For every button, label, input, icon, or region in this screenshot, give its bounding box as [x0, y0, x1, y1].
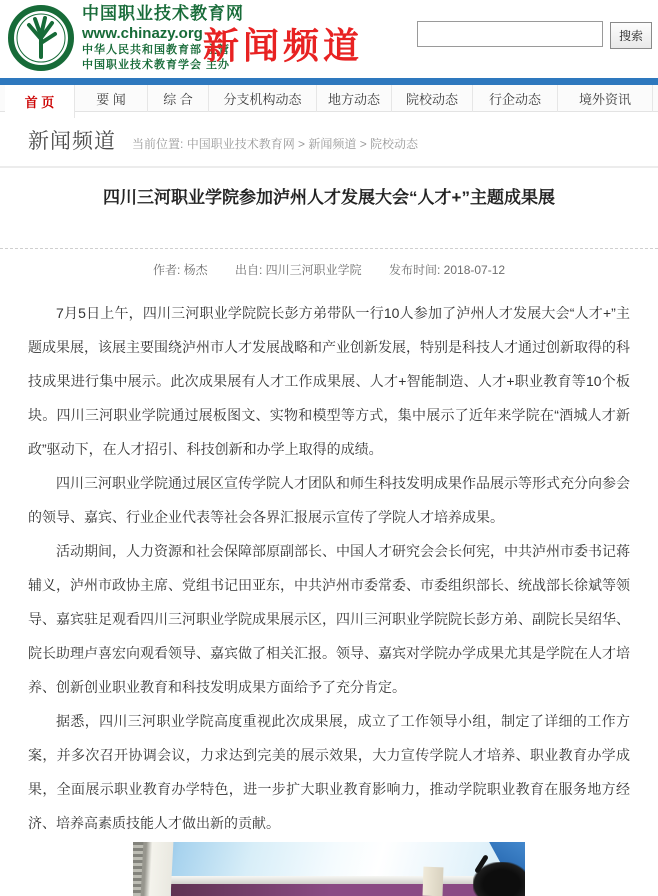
site-url: www.chinazy.org [82, 25, 203, 42]
article-title: 四川三河职业学院参加泸州人才发展大会“人才+”主题成果展 [103, 188, 555, 207]
search-button[interactable]: 搜索 [610, 22, 652, 49]
site-organizer-line: 中国职业技术教育学会 主办 [82, 59, 231, 71]
photo-white-pillar [141, 842, 174, 896]
tab-local-news[interactable]: 地方动态 [317, 85, 392, 112]
tab-top-news[interactable]: 要 闻 [75, 85, 148, 112]
article-meta [28, 261, 630, 278]
source-value: 四川三河职业学院 [265, 263, 362, 277]
site-logo-icon[interactable] [8, 5, 74, 71]
channel-banner-title: 新闻频道 [203, 25, 364, 66]
site-supervisor-line: 中华人民共和国教育部 主管 [82, 44, 231, 56]
dotted-divider [0, 248, 658, 249]
article-photo [133, 842, 525, 896]
source-label: 出自: [234, 263, 266, 277]
tab-branch-news[interactable]: 分支机构动态 [209, 85, 317, 112]
author-value: 杨杰 [183, 263, 208, 277]
meta-source [235, 263, 362, 277]
site-header [0, 0, 658, 78]
date-value: 2018-07-12 [443, 263, 506, 277]
author-label: 作者: [152, 263, 184, 277]
article-paragraph: 7月5日上午，四川三河职业学院院长彭方弟带队一行10人参加了泸州人才发展大会“人才+”主题成果展，该展主要围绕泸州市人才发展战略和产业创新发展，特别是科技人才通过创新取得的科技成果进行集中展示。此次成果展有人才工作成果展、人才+智能制造、人才+职业教育等10个板块。四川三河职业学院通过展板图文、实物和模型等方式，集中展示了近年来学院在“酒城人才新政”驱动下，在人才招引、科技创新和办学上取得的成绩。 [28, 305, 630, 457]
main-nav [0, 85, 658, 112]
tab-industry-news[interactable]: 行企动态 [473, 85, 558, 112]
tab-general[interactable]: 综 合 [148, 85, 209, 112]
breadcrumb-label: 当前位置: [132, 137, 184, 151]
article-body [28, 296, 630, 840]
date-label: 发布时间: [389, 263, 444, 277]
tab-home[interactable]: 首 页 [5, 85, 75, 118]
section-divider [0, 166, 658, 168]
nav-accent-bar [0, 78, 658, 85]
breadcrumb-row [0, 125, 658, 155]
meta-author [153, 263, 208, 277]
photo-post [423, 867, 444, 896]
tab-college-news[interactable]: 院校动态 [392, 85, 473, 112]
search-input[interactable] [417, 21, 603, 47]
article-paragraph: 活动期间，人力资源和社会保障部原副部长、中国人才研究会会长何宪，中共泸州市委书记蒋辅义，泸州市政协主席、党组书记田亚东，中共泸州市委常委、市委组织部长、统战部长徐斌等领导、嘉宾驻足观看四川三河职业学院成果展示区，四川三河职业学院院长彭方弟、副院长吴绍华、院长助理卢喜宏向观看领导、嘉宾做了相关汇报。领导、嘉宾对学院办学成果尤其是学院在人才培养、创新创业职业教育和科技发明成果方面给予了充分肯定。 [28, 543, 630, 695]
site-name: 中国职业技术教育网 [82, 4, 244, 23]
article-paragraph: 四川三河职业学院通过展区宣传学院人才团队和师生科技发明成果作品展示等形式充分向参会的领导、嘉宾、行业企业代表等社会各界汇报展示宣传了学院人才培养成果。 [28, 475, 630, 525]
breadcrumb[interactable] [132, 135, 418, 152]
channel-heading: 新闻频道 [28, 130, 116, 153]
breadcrumb-path[interactable]: 中国职业技术教育网 > 新闻频道 > 院校动态 [186, 137, 419, 151]
article-paragraph: 据悉，四川三河职业学院高度重视此次成果展，成立了工作领导小组，制定了详细的工作方案，并多次召开协调会议，力求达到完美的展示效果，大力宣传学院人才培养、职业教育办学成果，全面展示职业教育办学特色，进一步扩大职业教育影响力，推动学院职业教育在服务地方经济、培养高素质技能人才做出新的贡献。 [28, 713, 630, 831]
photo-purple-wall [171, 884, 525, 896]
article [0, 186, 658, 896]
photo-person-figure [473, 862, 525, 896]
tab-overseas-news[interactable]: 境外资讯 [558, 85, 653, 112]
meta-date [389, 263, 505, 277]
